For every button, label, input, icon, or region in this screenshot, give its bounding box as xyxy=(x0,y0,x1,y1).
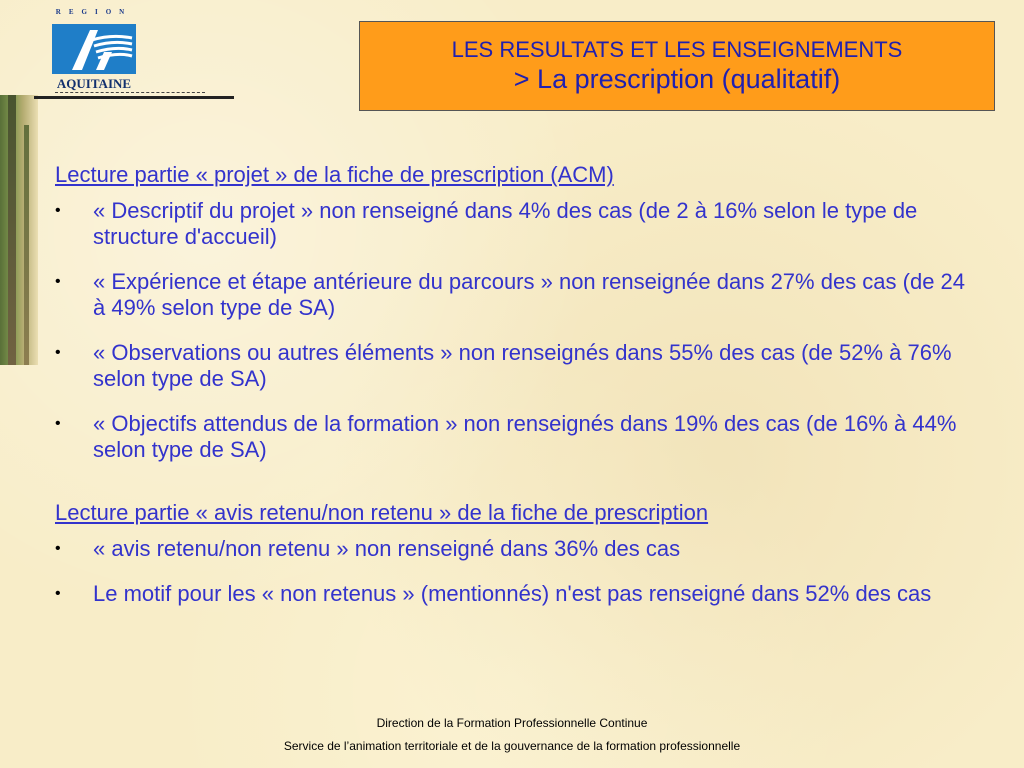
list-item xyxy=(55,536,975,562)
bullet-list-avis xyxy=(55,536,975,607)
logo-emblem xyxy=(52,24,136,74)
decorative-tree-strip xyxy=(0,95,38,365)
footer-line-1: Direction de la Formation Professionnelle Continue xyxy=(376,716,648,730)
header-divider xyxy=(34,96,234,99)
bullet-icon: • xyxy=(55,202,61,219)
tree-trunk xyxy=(8,95,16,365)
slide-content xyxy=(55,158,975,626)
header-dashed-divider xyxy=(55,92,205,94)
bullet-icon: • xyxy=(55,273,61,290)
tree-trunk-2 xyxy=(24,125,29,365)
logo-region-text: REGION xyxy=(55,8,133,16)
bullet-icon: • xyxy=(55,344,61,361)
slide-subtitle: > La prescription (qualitatif) xyxy=(513,64,841,94)
footer-line-2: Service de l’animation territoriale et de la gouvernance de la formation professionnelle xyxy=(283,739,741,753)
logo-name-text: AQUITAINE xyxy=(56,76,132,91)
bullet-icon: • xyxy=(55,415,61,432)
list-item-text: « Objectifs attendus de la formation » non renseignés dans 19% des cas (de 16% à 44% selon type de SA) xyxy=(93,411,957,462)
slide-title-box xyxy=(359,21,995,111)
list-item xyxy=(55,411,975,463)
list-item xyxy=(55,581,975,607)
list-item xyxy=(55,340,975,392)
logo-emblem-graphic xyxy=(52,24,136,74)
list-item-text: « Descriptif du projet » non renseigné dans 4% des cas (de 2 à 16% selon le type de structure d'accueil) xyxy=(93,198,918,249)
bullet-icon: • xyxy=(55,540,61,557)
bullet-icon: • xyxy=(55,585,61,602)
bullet-list-projet xyxy=(55,198,975,463)
list-item-text: « Observations ou autres éléments » non renseignés dans 55% des cas (de 52% à 76% selon type de SA) xyxy=(93,340,952,391)
list-item-text: Le motif pour les « non retenus » (mentionnés) n'est pas renseigné dans 52% des cas xyxy=(93,581,932,606)
list-item-text: « Expérience et étape antérieure du parcours » non renseignée dans 27% des cas (de 24 à 49% selon type de SA) xyxy=(93,269,966,320)
section-heading-projet: Lecture partie « projet » de la fiche de prescription (ACM) xyxy=(55,162,614,187)
list-item xyxy=(55,198,975,250)
list-item xyxy=(55,269,975,321)
region-aquitaine-logo xyxy=(48,8,140,90)
section-heading-avis: Lecture partie « avis retenu/non retenu » de la fiche de prescription xyxy=(55,500,709,525)
slide-title: LES RESULTATS ET LES ENSEIGNEMENTS xyxy=(451,37,903,62)
list-item-text: « avis retenu/non retenu » non renseigné dans 36% des cas xyxy=(93,536,681,561)
